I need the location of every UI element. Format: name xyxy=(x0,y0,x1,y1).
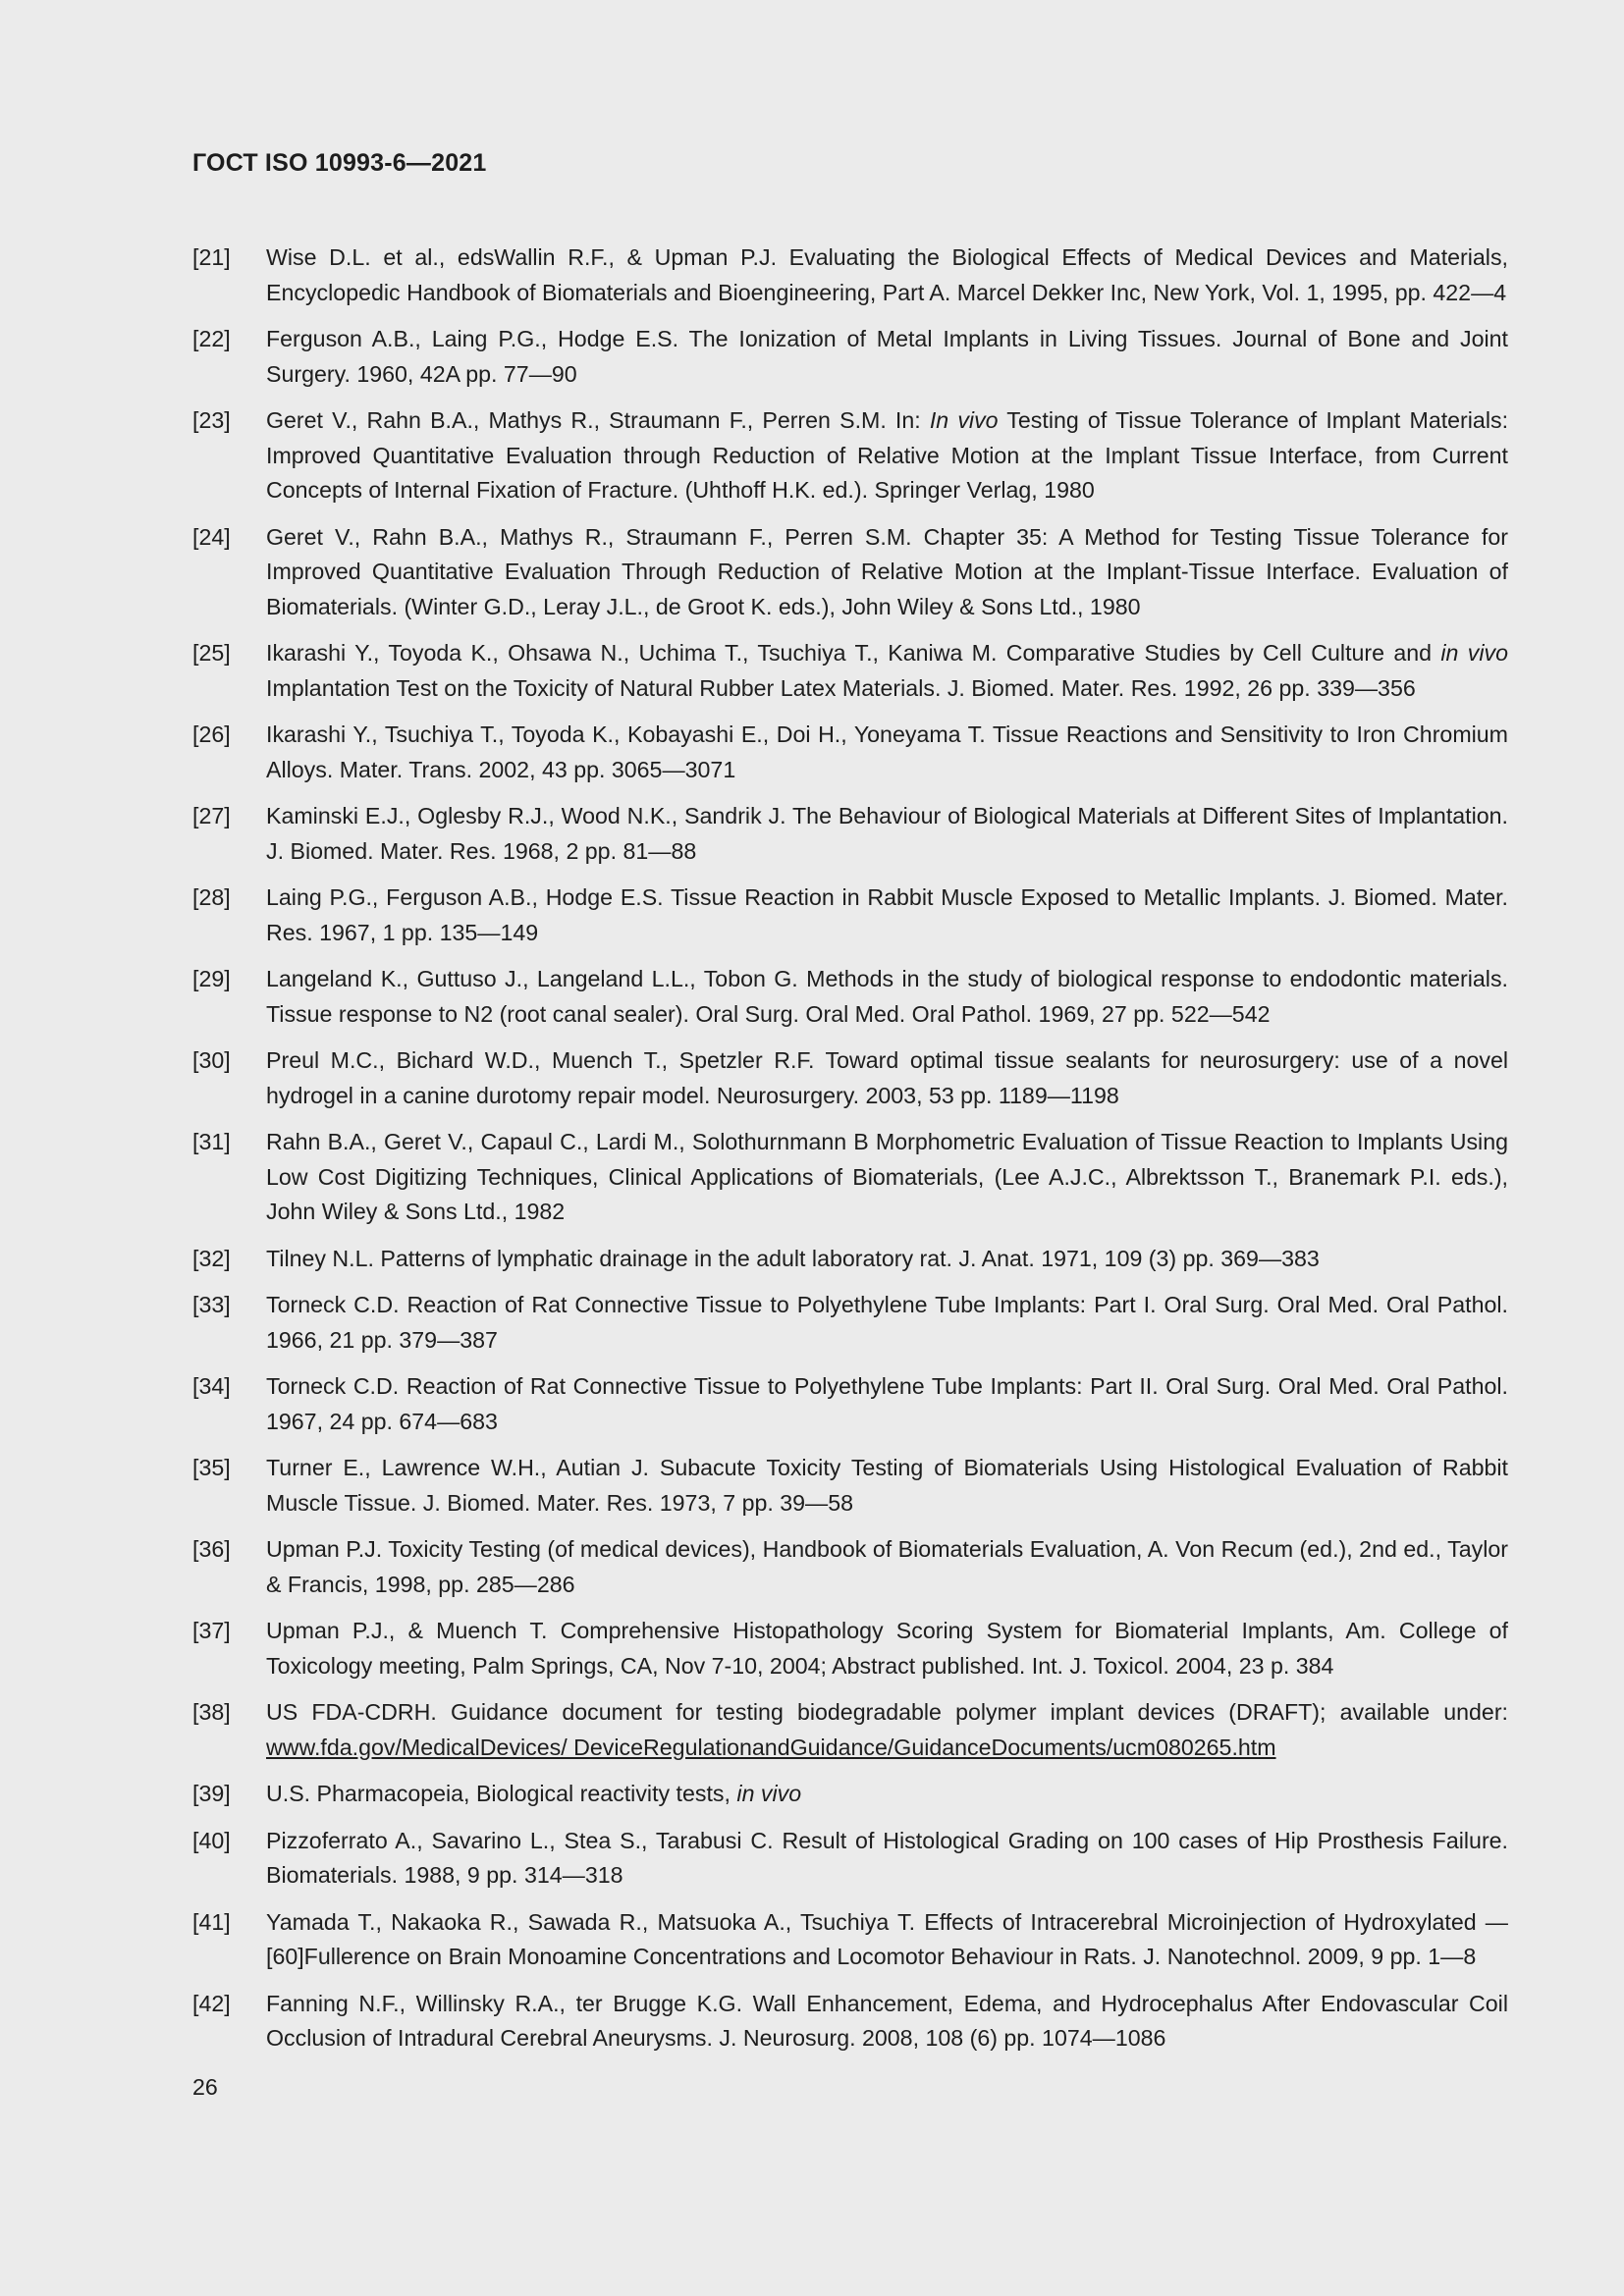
reference-item xyxy=(192,1614,1508,1683)
reference-text xyxy=(266,322,1508,392)
reference-item xyxy=(192,1125,1508,1230)
reference-text-segment: Preul M.C., Bichard W.D., Muench T., Spetzler R.F. Toward optimal tissue sealants for neurosurgery: use of a novel hydrogel in a canine durotomy repair model. Neurosurgery. 2003, 53 pp. 1189—1198 xyxy=(266,1047,1508,1108)
reference-text-segment: U.S. Pharmacopeia, Biological reactivity tests, xyxy=(266,1781,737,1806)
reference-number: [33] xyxy=(192,1292,231,1317)
reference-item xyxy=(192,1777,1508,1812)
reference-text-segment: Kaminski E.J., Oglesby R.J., Wood N.K., Sandrik J. The Behaviour of Biological Materials at Different Sites of Implantation. J. Biomed. Mater. Res. 1968, 2 pp. 81—88 xyxy=(266,803,1508,864)
reference-text-segment: Torneck C.D. Reaction of Rat Connective Tissue to Polyethylene Tube Implants: Part II. Oral Surg. Oral Med. Oral Pathol. 1967, 24 pp. 674—683 xyxy=(266,1373,1508,1434)
reference-item xyxy=(192,1288,1508,1358)
reference-text-segment: Ikarashi Y., Toyoda K., Ohsawa N., Uchima T., Tsuchiya T., Kaniwa M. Comparative Studies by Cell Culture and xyxy=(266,640,1441,666)
reference-number: [32] xyxy=(192,1245,231,1271)
reference-text-segment: Rahn B.A., Geret V., Capaul C., Lardi M., Solothurnmann B Morphometric Evaluation of Tissue Reaction to Implants Using Low Cost Digitizing Techniques, Clinical Applications of Biomaterials, (Lee A.J.C., Albrektsson T., Branemark P.I. eds.), John Wiley & Sons Ltd., 1982 xyxy=(266,1129,1508,1224)
reference-item xyxy=(192,1532,1508,1602)
reference-number: [40] xyxy=(192,1827,231,1853)
reference-text-segment: Wise D.L. et al., edsWallin R.F., & Upman P.J. Evaluating the Biological Effects of Medical Devices and Materials, Encyclopedic Handbook of Biomaterials and Bioengineering, Part A. Marcel Dekker Inc, New York, Vol. 1, 1995, pp. 422—4 xyxy=(266,244,1508,305)
reference-item xyxy=(192,1043,1508,1113)
reference-text-segment: Langeland K., Guttuso J., Langeland L.L., Tobon G. Methods in the study of biological response to endodontic materials. Tissue response to N2 (root canal sealer). Oral Surg. Oral Med. Oral Pathol. 1969, 27 pp. 522—542 xyxy=(266,966,1508,1027)
reference-item xyxy=(192,322,1508,392)
reference-item xyxy=(192,1695,1508,1765)
reference-item xyxy=(192,403,1508,508)
reference-text xyxy=(266,1824,1508,1894)
reference-number: [35] xyxy=(192,1455,231,1480)
page-number: 26 xyxy=(192,2074,218,2100)
reference-number: [23] xyxy=(192,407,231,433)
reference-number: [42] xyxy=(192,1990,231,2016)
reference-text-segment: Testing of Tissue Tolerance of Implant Materials: Improved Quantitative Evaluation through Reduction of Relative Motion at the Implant Tissue Interface, from Current Concepts of Internal Fixation of Fracture. (Uhthoff H.K. ed.). Springer Verlag, 1980 xyxy=(266,407,1509,503)
reference-text-segment: Upman P.J. Toxicity Testing (of medical devices), Handbook of Biomaterials Evaluation, A. Von Recum (ed.), 2nd ed., Taylor & Francis, 1998, pp. 285—286 xyxy=(266,1536,1508,1597)
reference-text xyxy=(266,881,1508,950)
reference-italic-text: In vivo xyxy=(929,407,999,433)
document-header: ГОСТ ISO 10993-6—2021 xyxy=(192,149,487,177)
reference-number: [31] xyxy=(192,1129,231,1154)
reference-text xyxy=(266,403,1508,508)
reference-text xyxy=(266,1905,1508,1975)
reference-italic-text: in vivo xyxy=(1440,640,1508,666)
reference-text xyxy=(266,962,1508,1032)
reference-italic-text: in vivo xyxy=(736,1781,802,1806)
reference-text-segment: Yamada T., Nakaoka R., Sawada R., Matsuoka A., Tsuchiya T. Effects of Intracerebral Microinjection of Hydroxylated — [60]Fullerence on Brain Monoamine Concentrations and Locomotor Behaviour in Rats. J. Nanotechnol. 2009, 9 pp. 1—8 xyxy=(266,1908,1508,1969)
reference-item xyxy=(192,1824,1508,1894)
reference-text-segment: Torneck C.D. Reaction of Rat Connective Tissue to Polyethylene Tube Implants: Part I. Oral Surg. Oral Med. Oral Pathol. 1966, 21 pp. 379—387 xyxy=(266,1292,1508,1353)
reference-text-segment: Geret V., Rahn B.A., Mathys R., Straumann F., Perren S.M. In: xyxy=(266,407,930,433)
reference-text xyxy=(266,799,1508,869)
reference-item xyxy=(192,520,1508,625)
reference-text-segment: Ikarashi Y., Tsuchiya T., Toyoda K., Kobayashi E., Doi H., Yoneyama T. Tissue Reactions and Sensitivity to Iron Chromium Alloys. Mater. Trans. 2002, 43 pp. 3065—3071 xyxy=(266,721,1508,782)
reference-item xyxy=(192,1905,1508,1975)
reference-item xyxy=(192,962,1508,1032)
reference-text xyxy=(266,1451,1508,1521)
reference-number: [25] xyxy=(192,640,231,666)
reference-number: [41] xyxy=(192,1908,231,1935)
reference-text-segment: Tilney N.L. Patterns of lymphatic drainage in the adult laboratory rat. J. Anat. 1971, 109 (3) pp. 369—383 xyxy=(266,1245,1320,1271)
reference-text xyxy=(266,1532,1508,1602)
reference-item xyxy=(192,1369,1508,1439)
reference-number: [28] xyxy=(192,884,231,910)
reference-number: [38] xyxy=(192,1699,231,1725)
reference-number: [22] xyxy=(192,326,231,351)
reference-number: [29] xyxy=(192,966,231,991)
reference-text-segment: Geret V., Rahn B.A., Mathys R., Straumann F., Perren S.M. Chapter 35: A Method for Testing Tissue Tolerance for Improved Quantitative Evaluation Through Reduction of Relative Motion at the Implant-Tissue Interface. Evaluation of Biomaterials. (Winter G.D., Leray J.L., de Groot K. eds.), John Wiley & Sons Ltd., 1980 xyxy=(266,523,1508,619)
reference-text xyxy=(266,636,1508,706)
reference-text xyxy=(266,1695,1508,1765)
reference-text xyxy=(266,240,1508,310)
reference-item xyxy=(192,1451,1508,1521)
bibliography-list xyxy=(192,240,1508,2068)
reference-text-segment: Upman P.J., & Muench T. Comprehensive Histopathology Scoring System for Biomaterial Implants, Am. College of Toxicology meeting, Palm Springs, CA, Nov 7-10, 2004; Abstract published. Int. J. Toxicol. 2004, 23 p. 384 xyxy=(266,1618,1508,1679)
reference-item xyxy=(192,240,1508,310)
reference-text-segment: Laing P.G., Ferguson A.B., Hodge E.S. Tissue Reaction in Rabbit Muscle Exposed to Metallic Implants. J. Biomed. Mater. Res. 1967, 1 pp. 135—149 xyxy=(266,884,1508,945)
reference-text xyxy=(266,718,1508,787)
reference-text xyxy=(266,1043,1508,1113)
reference-number: [36] xyxy=(192,1536,231,1562)
reference-number: [21] xyxy=(192,244,231,270)
reference-item xyxy=(192,1987,1508,2056)
reference-text xyxy=(266,1288,1508,1358)
reference-text xyxy=(266,1987,1508,2056)
reference-text xyxy=(266,520,1508,625)
reference-link[interactable]: www.fda.gov/MedicalDevices/ DeviceRegulationandGuidance/GuidanceDocuments/ucm080265.htm xyxy=(266,1734,1276,1760)
reference-text-segment: Implantation Test on the Toxicity of Natural Rubber Latex Materials. J. Biomed. Mater. Res. 1992, 26 pp. 339—356 xyxy=(266,674,1416,701)
reference-text xyxy=(266,1369,1508,1439)
reference-text-segment: Ferguson A.B., Laing P.G., Hodge E.S. The Ionization of Metal Implants in Living Tissues. Journal of Bone and Joint Surgery. 1960, 42A pp. 77—90 xyxy=(266,326,1508,387)
reference-text xyxy=(266,1242,1508,1277)
reference-item xyxy=(192,1242,1508,1277)
reference-text-segment: Fanning N.F., Willinsky R.A., ter Brugge K.G. Wall Enhancement, Edema, and Hydrocephalus After Endovascular Coil Occlusion of Intradural Cerebral Aneurysms. J. Neurosurg. 2008, 108 (6) pp. 1074—1086 xyxy=(266,1990,1508,2051)
reference-text xyxy=(266,1614,1508,1683)
reference-number: [39] xyxy=(192,1781,231,1806)
reference-item xyxy=(192,636,1508,706)
reference-text xyxy=(266,1125,1508,1230)
reference-number: [34] xyxy=(192,1373,231,1399)
reference-item xyxy=(192,881,1508,950)
reference-number: [30] xyxy=(192,1047,231,1073)
reference-item xyxy=(192,799,1508,869)
reference-number: [27] xyxy=(192,803,231,828)
reference-text xyxy=(266,1777,1508,1812)
reference-text-segment: Pizzoferrato A., Savarino L., Stea S., Tarabusi C. Result of Histological Grading on 100 cases of Hip Prosthesis Failure. Biomaterials. 1988, 9 pp. 314—318 xyxy=(266,1827,1508,1888)
reference-text-segment: Turner E., Lawrence W.H., Autian J. Subacute Toxicity Testing of Biomaterials Using Histological Evaluation of Rabbit Muscle Tissue. J. Biomed. Mater. Res. 1973, 7 pp. 39—58 xyxy=(266,1455,1508,1516)
reference-number: [26] xyxy=(192,721,231,747)
reference-item xyxy=(192,718,1508,787)
reference-number: [24] xyxy=(192,523,231,550)
reference-text-segment: US FDA-CDRH. Guidance document for testing biodegradable polymer implant devices (DRAFT); available under: xyxy=(266,1699,1508,1725)
reference-number: [37] xyxy=(192,1618,231,1643)
